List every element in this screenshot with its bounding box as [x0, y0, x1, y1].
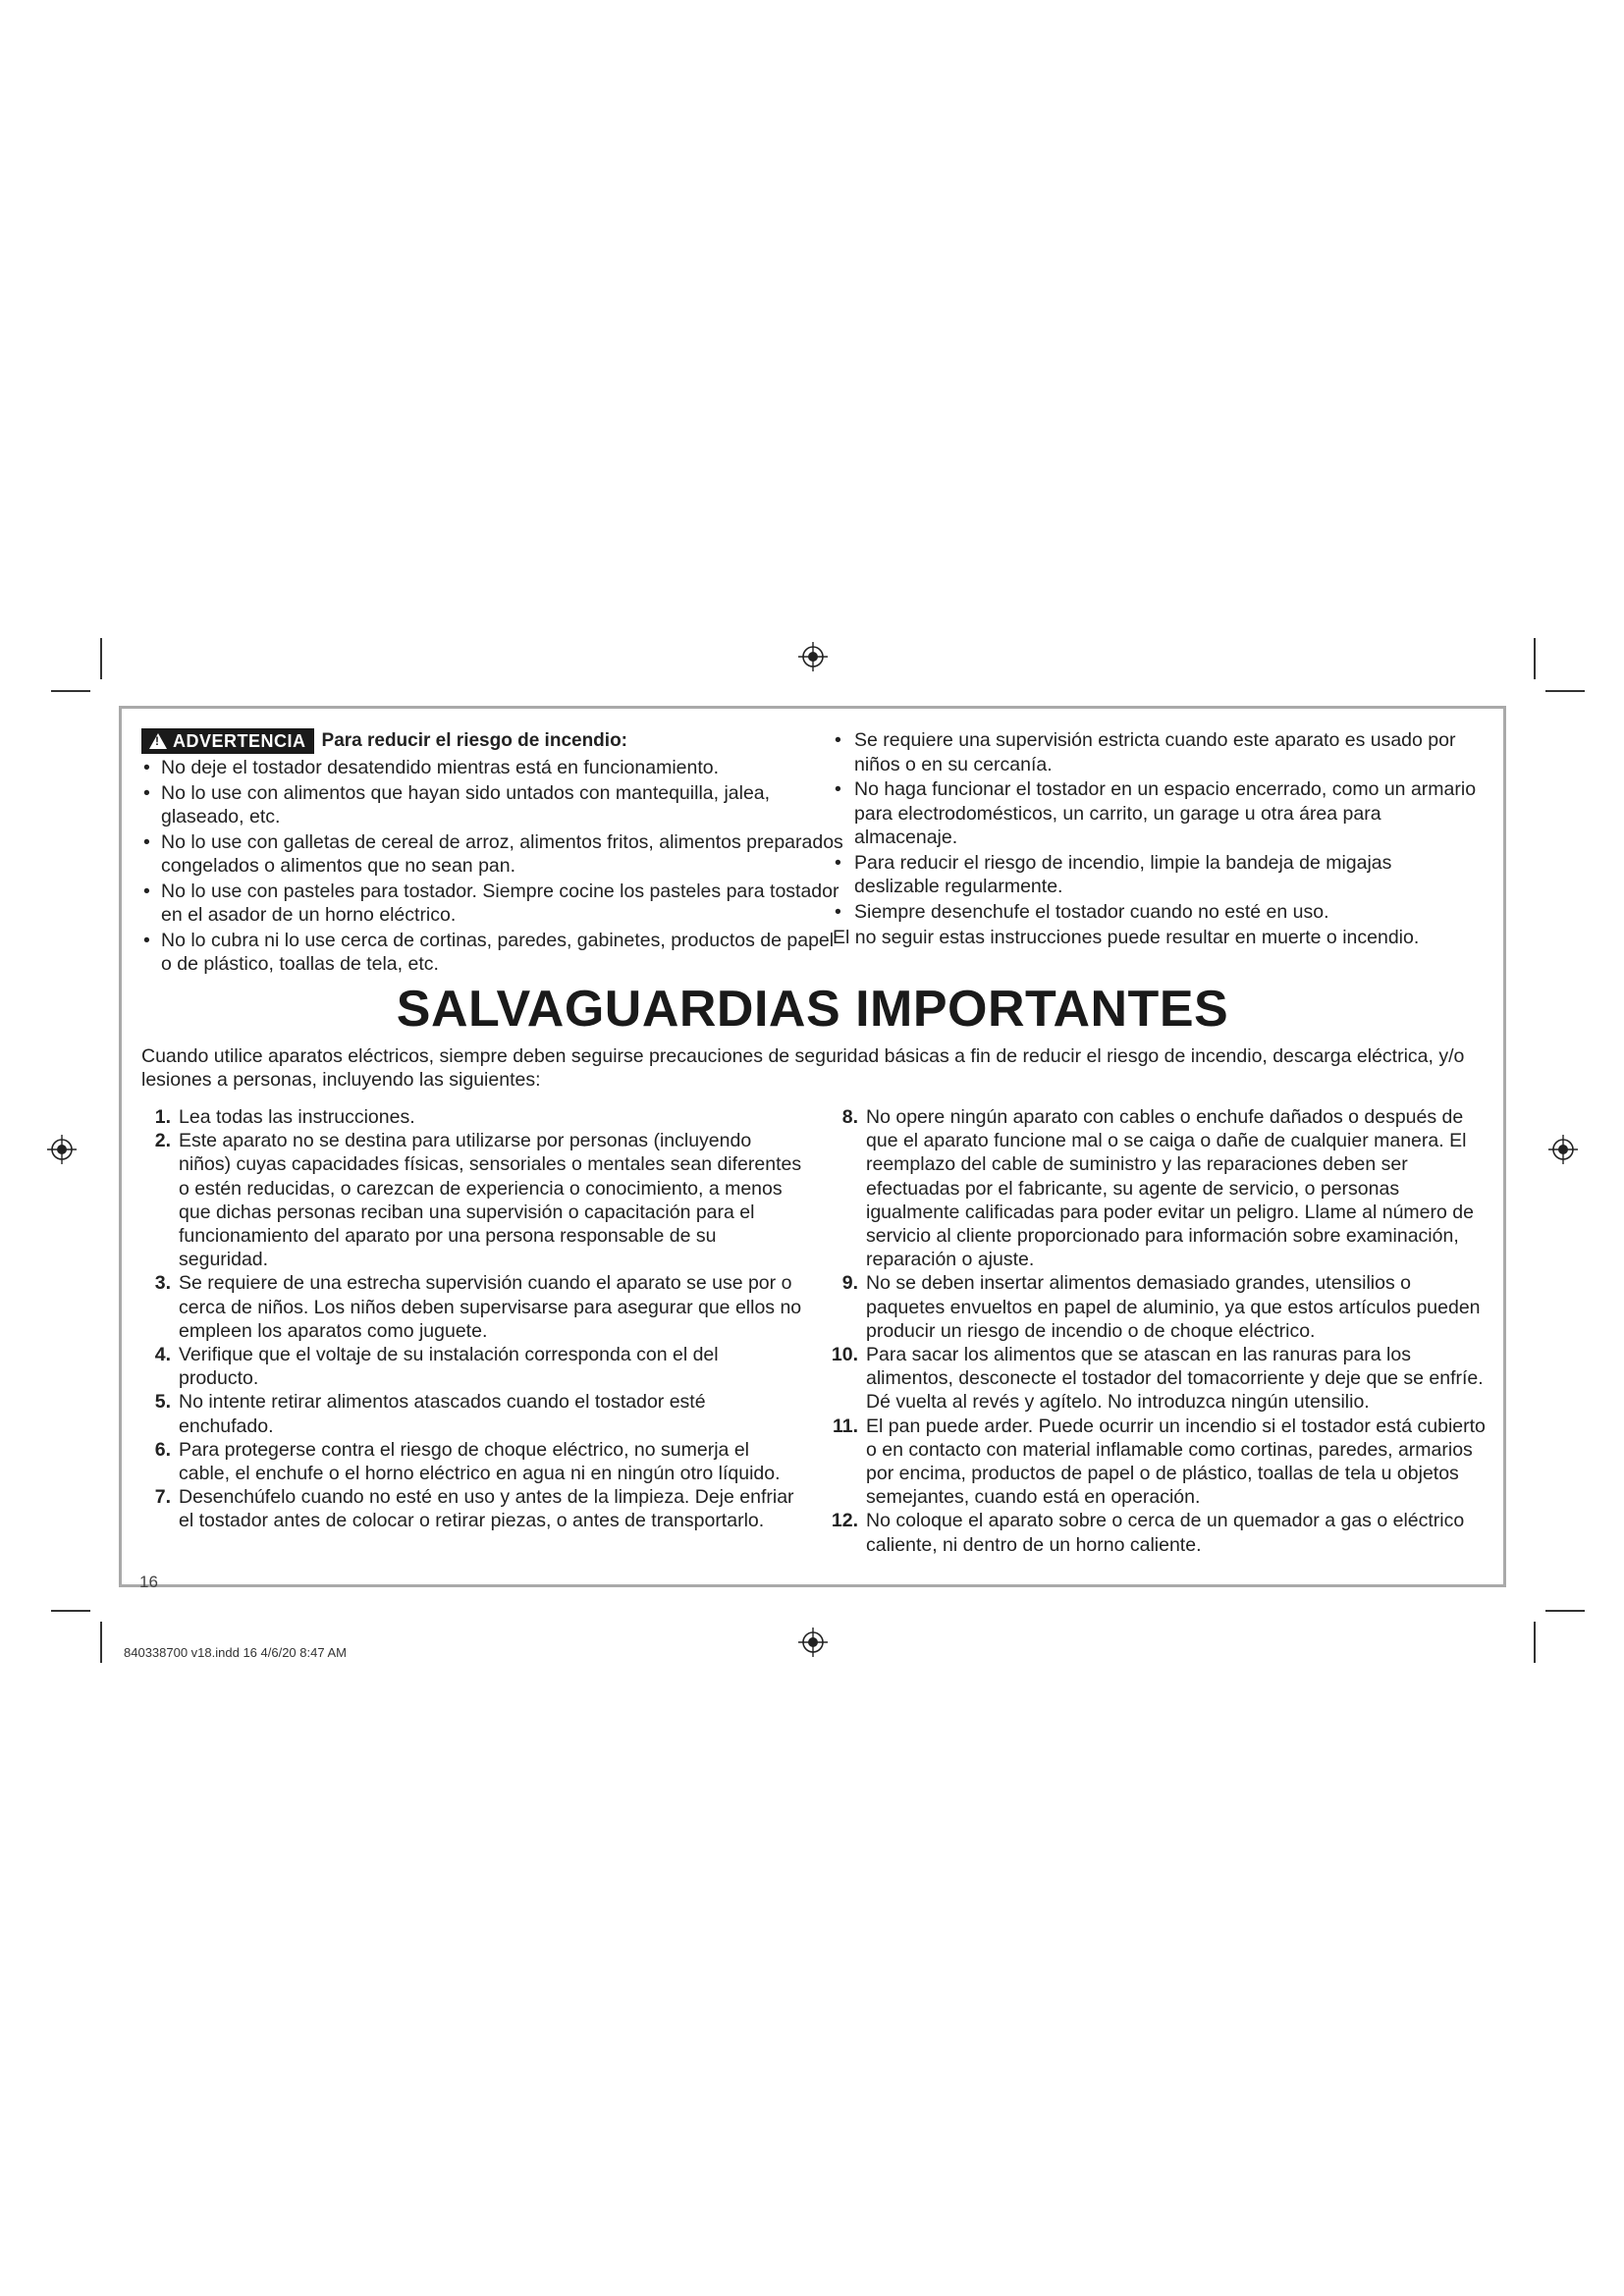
safeguards-list-right	[831, 1105, 1489, 1557]
crop-mark	[1545, 1610, 1585, 1612]
warning-list-right	[833, 728, 1481, 924]
list-item: 7. Desenchúfelo cuando no esté en uso y antes de la limpieza. Deje enfriar el tostador antes de colocar o retirar piezas, o antes de transportarlo.	[154, 1486, 794, 1532]
list-item: 8. No opere ningún aparato con cables o enchufe dañados o después de que el aparato funcione mal o se caiga o dañe de cualquier manera. El reemplazo del cable de suministro y las reparaciones deben ser efectuadas por el fabricante, su agente de servicio, o personas igualmente calificadas para poder evitar un peligro. Llame al número de servicio al cliente proporcionado para información sobre examinación, reparación o ajuste.	[841, 1106, 1474, 1271]
footer-slug: 840338700 v18.indd 16 4/6/20 8:47 AM	[124, 1645, 347, 1660]
list-item: 2. Este aparato no se destina para utilizarse por personas (incluyendo niños) cuyas capacidades físicas, sensoriales o mentales sean diferentes o estén reducidas, o carezcan de experiencia o conocimiento, a menos que dichas personas reciban una supervisión o capacitación para el funcionamiento del aparato por una persona responsable de su seguridad.	[154, 1130, 802, 1271]
registration-mark-icon	[1548, 1135, 1578, 1164]
list-item: 4. Verifique que el voltaje de su instalación corresponda con el del producto.	[154, 1344, 719, 1390]
list-item: 6. Para protegerse contra el riesgo de choque eléctrico, no sumerja el cable, el enchufe o el horno eléctrico en agua ni en ningún otro líquido.	[154, 1438, 781, 1485]
list-item: 9. No se deben insertar alimentos demasiado grandes, utensilios o paquetes envueltos en papel de aluminio, ya que estos artículos pueden producir un riesgo de incendio o de choque eléctrico.	[841, 1272, 1481, 1342]
section-intro: Cuando utilice aparatos eléctricos, siempre deben seguirse precauciones de seguridad básicas a fin de reducir el riesgo de incendio, descarga eléctrica, y/o lesiones a personas, incluyendo las siguientes:	[141, 1045, 1465, 1091]
warning-badge	[141, 728, 314, 754]
list-item: • No lo use con alimentos que hayan sido untados con mantequilla, jalea, glaseado, etc.	[141, 781, 843, 829]
page-number: 16	[139, 1573, 158, 1591]
list-item: • No lo use con galletas de cereal de arroz, alimentos fritos, alimentos preparados congelados o alimentos que no sean pan.	[141, 830, 843, 879]
list-item: 3. Se requiere de una estrecha supervisión cuando el aparato se use por o cerca de niños. Los niños deben supervisarse para asegurar que ellos no empleen los aparatos como juguete.	[154, 1272, 802, 1342]
section-title: SALVAGUARDIAS IMPORTANTES	[396, 981, 1229, 1038]
list-item: 5. No intente retirar alimentos atascados cuando el tostador esté enchufado.	[154, 1391, 706, 1437]
warning-block-left	[141, 728, 843, 978]
safeguards-list-left	[143, 1105, 803, 1533]
list-item: • No deje el tostador desatendido mientras está en funcionamiento.	[141, 756, 843, 780]
warning-header	[141, 728, 843, 754]
registration-mark-icon	[47, 1135, 77, 1164]
registration-mark-icon	[798, 642, 828, 671]
safety-panel	[119, 706, 1506, 1591]
list-item: • No lo use con pasteles para tostador. Siempre cocine los pasteles para tostador en el asador de un horno eléctrico.	[141, 880, 843, 928]
crop-mark	[100, 638, 102, 679]
crop-mark	[1534, 638, 1536, 679]
list-item: 12. No coloque el aparato sobre o cerca de un quemador a gas o eléctrico caliente, ni dentro de un horno caliente.	[831, 1510, 1465, 1556]
list-item: • Para reducir el riesgo de incendio, limpie la bandeja de migajas deslizable regularmente.	[833, 851, 1481, 899]
crop-mark	[1545, 690, 1585, 692]
crop-mark	[1534, 1622, 1536, 1663]
warning-closing: El no seguir estas instrucciones puede resultar en muerte o incendio.	[833, 927, 1420, 948]
list-item: 1. Lea todas las instrucciones.	[154, 1106, 415, 1128]
crop-mark	[51, 690, 90, 692]
list-item: 11. El pan puede arder. Puede ocurrir un incendio si el tostador está cubierto o en contacto con material inflamable como cortinas, paredes, armarios por encima, productos de papel o de plástico, toallas de tela u objetos semejantes, cuando está en operación.	[832, 1415, 1486, 1509]
warning-block-right	[833, 728, 1481, 950]
list-item: • No haga funcionar el tostador en un espacio encerrado, como un armario para electrodomésticos, un carrito, un garage u otra área para almacenaje.	[833, 777, 1481, 850]
list-item: • Siempre desenchufe el tostador cuando no esté en uso.	[833, 900, 1481, 925]
warning-list-left	[141, 756, 843, 977]
warning-title: Para reducir el riesgo de incendio:	[321, 729, 628, 751]
list-item: 10. Para sacar los alimentos que se atascan en las ranuras para los alimentos, desconecte el tostador del tomacorriente y deje que se enfríe. Dé vuelta al revés y agítelo. No introduzca ningún utensilio.	[831, 1344, 1484, 1414]
registration-mark-icon	[798, 1628, 828, 1657]
crop-mark	[100, 1622, 102, 1663]
warning-triangle-icon	[149, 733, 167, 749]
list-item: • No lo cubra ni lo use cerca de cortinas, paredes, gabinetes, productos de papel o de plástico, toallas de tela, etc.	[141, 929, 843, 977]
list-item: • Se requiere una supervisión estricta cuando este aparato es usado por niños o en su cercanía.	[833, 728, 1481, 776]
warning-badge-label: ADVERTENCIA	[173, 731, 306, 751]
crop-mark	[51, 1610, 90, 1612]
